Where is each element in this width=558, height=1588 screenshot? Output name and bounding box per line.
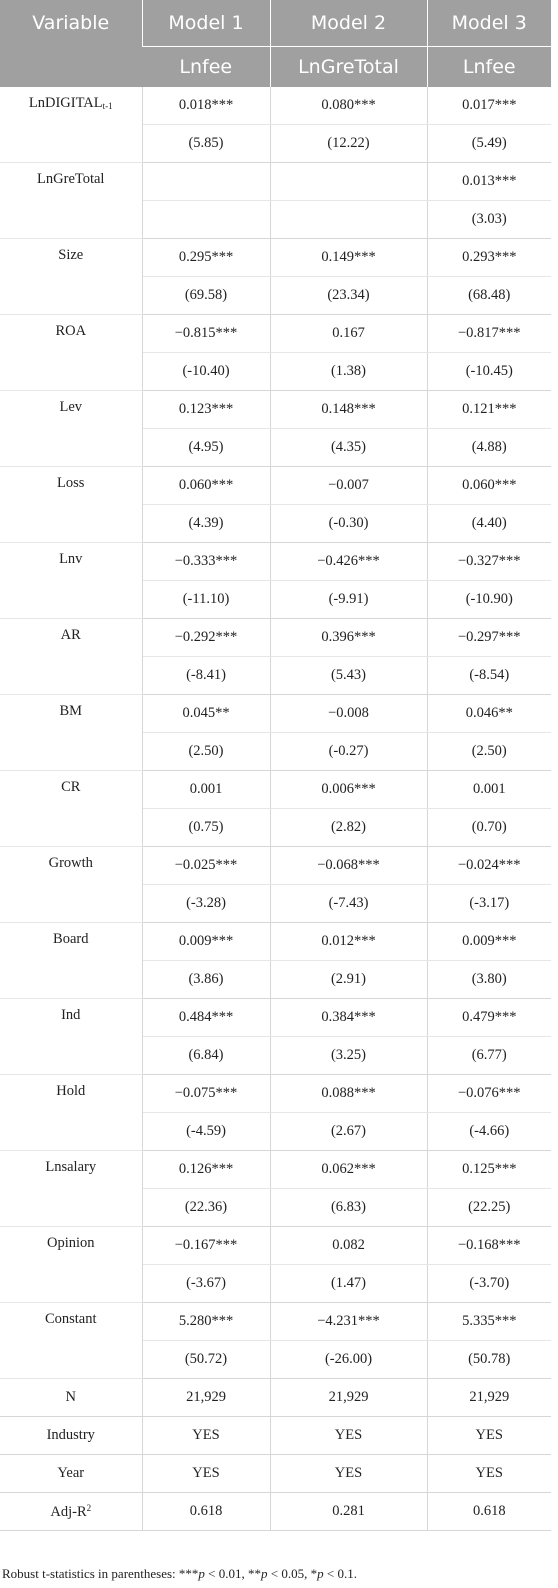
tstat-cell: (0.70): [427, 809, 551, 847]
header-model-2: Model 2: [270, 0, 427, 47]
coef-cell: 0.121***: [427, 391, 551, 429]
coef-cell: 0.001: [427, 771, 551, 809]
tstat-cell: (4.35): [270, 429, 427, 467]
variable-name: [0, 619, 142, 695]
tstat-cell: (-10.90): [427, 581, 551, 619]
tstat-cell: (4.95): [142, 429, 270, 467]
tstat-cell: (4.40): [427, 505, 551, 543]
coef-row: [0, 1303, 551, 1341]
tstat-cell: (-11.10): [142, 581, 270, 619]
tstat-cell: (-26.00): [270, 1341, 427, 1379]
note-cond-3: < 0.1.: [323, 1566, 357, 1581]
header-model-3: Model 3: [427, 0, 551, 47]
variable-name: [0, 467, 142, 543]
coef-cell: 0.082: [270, 1227, 427, 1265]
summary-name: [0, 1417, 142, 1455]
variable-label: LnDIGITAL: [28, 95, 103, 111]
summary-row: [0, 1417, 551, 1455]
tstat-cell: (-9.91): [270, 581, 427, 619]
note-cond-2: < 0.05,: [267, 1566, 311, 1581]
coef-cell: −0.333***: [142, 543, 270, 581]
tstat-cell: (2.50): [427, 733, 551, 771]
coef-cell: −0.167***: [142, 1227, 270, 1265]
coef-cell: 0.126***: [142, 1151, 270, 1189]
tstat-cell: (-3.28): [142, 885, 270, 923]
coef-cell: 0.167: [270, 315, 427, 353]
tstat-cell: (-3.17): [427, 885, 551, 923]
coef-cell: 0.080***: [270, 87, 427, 125]
summary-label: Year: [57, 1465, 85, 1481]
variable-label: BM: [59, 703, 83, 719]
coef-cell: 0.295***: [142, 239, 270, 277]
header-model-1: Model 1: [142, 0, 270, 47]
coef-cell: 0.125***: [427, 1151, 551, 1189]
tstat-cell: (12.22): [270, 125, 427, 163]
tstat-cell: (5.43): [270, 657, 427, 695]
tstat-cell: (3.86): [142, 961, 270, 999]
tstat-cell: (-4.66): [427, 1113, 551, 1151]
note-p-3: p: [317, 1566, 324, 1581]
tstat-cell: [270, 201, 427, 239]
coef-cell: −0.076***: [427, 1075, 551, 1113]
variable-label: Opinion: [46, 1235, 95, 1251]
summary-cell: YES: [270, 1455, 427, 1493]
coef-cell: 0.149***: [270, 239, 427, 277]
variable-label: Lnv: [59, 551, 83, 567]
variable-name: [0, 543, 142, 619]
coef-row: [0, 543, 551, 581]
tstat-cell: (-10.40): [142, 353, 270, 391]
coef-cell: 5.280***: [142, 1303, 270, 1341]
coef-row: [0, 1151, 551, 1189]
header-variable: Variable: [0, 0, 142, 87]
coef-row: [0, 923, 551, 961]
tstat-cell: [142, 201, 270, 239]
coef-row: [0, 619, 551, 657]
tstat-cell: (5.85): [142, 125, 270, 163]
summary-cell: 21,929: [142, 1379, 270, 1417]
summary-cell: YES: [142, 1455, 270, 1493]
tstat-cell: (-8.41): [142, 657, 270, 695]
coef-row: [0, 847, 551, 885]
variable-label: ROA: [55, 323, 87, 339]
note-cond-1: < 0.01,: [204, 1566, 249, 1581]
summary-cell: 0.618: [142, 1493, 270, 1531]
tstat-cell: (-7.43): [270, 885, 427, 923]
variable-label: CR: [61, 779, 81, 795]
coef-cell: 0.001: [142, 771, 270, 809]
tstat-cell: (-3.67): [142, 1265, 270, 1303]
coef-cell: −0.024***: [427, 847, 551, 885]
note-prefix: Robust t-statistics in parentheses:: [2, 1566, 179, 1581]
coef-cell: −0.008: [270, 695, 427, 733]
variable-name: [0, 315, 142, 391]
coef-cell: 0.060***: [142, 467, 270, 505]
coef-row: [0, 1075, 551, 1113]
coef-cell: 0.006***: [270, 771, 427, 809]
summary-row: [0, 1493, 551, 1531]
coef-cell: 0.018***: [142, 87, 270, 125]
summary-row: [0, 1455, 551, 1493]
tstat-cell: (6.83): [270, 1189, 427, 1227]
note-stars-2: **: [248, 1566, 262, 1581]
tstat-cell: (5.49): [427, 125, 551, 163]
coef-cell: −0.817***: [427, 315, 551, 353]
tstat-cell: (3.03): [427, 201, 551, 239]
tstat-cell: (6.77): [427, 1037, 551, 1075]
coef-row: [0, 163, 551, 201]
coef-cell: 0.479***: [427, 999, 551, 1037]
tstat-cell: (1.47): [270, 1265, 427, 1303]
variable-name: [0, 1303, 142, 1379]
table-note: [2, 1566, 357, 1582]
summary-cell: 21,929: [270, 1379, 427, 1417]
note-p-2: p: [261, 1566, 268, 1581]
variable-name: [0, 1151, 142, 1227]
coef-cell: 0.060***: [427, 467, 551, 505]
variable-name: [0, 1227, 142, 1303]
header-dependent-1: Lnfee: [142, 47, 270, 88]
tstat-cell: (-0.30): [270, 505, 427, 543]
summary-cell: YES: [142, 1417, 270, 1455]
tstat-cell: (6.84): [142, 1037, 270, 1075]
coef-cell: −0.297***: [427, 619, 551, 657]
coef-cell: −0.815***: [142, 315, 270, 353]
tstat-cell: (22.25): [427, 1189, 551, 1227]
coef-cell: 5.335***: [427, 1303, 551, 1341]
coef-cell: −0.025***: [142, 847, 270, 885]
summary-label: Adj-R: [50, 1503, 87, 1520]
coef-row: [0, 1227, 551, 1265]
variable-label: Constant: [44, 1311, 97, 1327]
summary-cell: 0.618: [427, 1493, 551, 1531]
coef-row: [0, 771, 551, 809]
variable-name: [0, 391, 142, 467]
tstat-cell: (69.58): [142, 277, 270, 315]
coef-cell: 0.396***: [270, 619, 427, 657]
coef-row: [0, 87, 551, 125]
summary-name: [0, 1493, 142, 1531]
coef-cell: −4.231***: [270, 1303, 427, 1341]
tstat-cell: (22.36): [142, 1189, 270, 1227]
summary-name: [0, 1455, 142, 1493]
variable-name: [0, 87, 142, 163]
note-p-1: p: [198, 1566, 205, 1581]
tstat-cell: (-3.70): [427, 1265, 551, 1303]
variable-name: [0, 239, 142, 315]
coef-cell: −0.426***: [270, 543, 427, 581]
variable-label: Growth: [48, 855, 93, 871]
coef-cell: −0.007: [270, 467, 427, 505]
tstat-cell: (-10.45): [427, 353, 551, 391]
tstat-cell: (2.82): [270, 809, 427, 847]
header-dependent-2: LnGreTotal: [270, 47, 427, 88]
table-header: [0, 0, 551, 87]
variable-name: [0, 771, 142, 847]
summary-row: [0, 1379, 551, 1417]
coef-cell: [142, 163, 270, 201]
variable-label: LnGreTotal: [37, 171, 105, 187]
tstat-cell: (2.91): [270, 961, 427, 999]
coef-cell: 0.148***: [270, 391, 427, 429]
coef-row: [0, 467, 551, 505]
table-body: [0, 87, 551, 1531]
variable-label: AR: [60, 627, 81, 643]
variable-label: Size: [58, 247, 84, 263]
summary-cell: YES: [270, 1417, 427, 1455]
summary-cell: YES: [427, 1417, 551, 1455]
coef-row: [0, 391, 551, 429]
coef-cell: 0.009***: [427, 923, 551, 961]
variable-name: [0, 847, 142, 923]
tstat-cell: (-8.54): [427, 657, 551, 695]
tstat-cell: (1.38): [270, 353, 427, 391]
coef-cell: 0.009***: [142, 923, 270, 961]
tstat-cell: (2.67): [270, 1113, 427, 1151]
coef-cell: 0.062***: [270, 1151, 427, 1189]
coef-cell: 0.017***: [427, 87, 551, 125]
coef-cell: 0.013***: [427, 163, 551, 201]
variable-label: Board: [53, 931, 89, 947]
coef-cell: 0.384***: [270, 999, 427, 1037]
summary-superscript: 2: [86, 1502, 92, 1513]
coef-cell: 0.484***: [142, 999, 270, 1037]
coef-cell: [270, 163, 427, 201]
note-stars-1: ***: [178, 1566, 199, 1581]
tstat-cell: (23.34): [270, 277, 427, 315]
variable-name: [0, 923, 142, 999]
note-stars-3: *: [310, 1566, 318, 1581]
summary-cell: 0.281: [270, 1493, 427, 1531]
coef-cell: 0.012***: [270, 923, 427, 961]
variable-label: Ind: [61, 1007, 81, 1023]
coef-cell: −0.168***: [427, 1227, 551, 1265]
header-dependent-3: Lnfee: [427, 47, 551, 88]
variable-name: [0, 1075, 142, 1151]
tstat-cell: (4.88): [427, 429, 551, 467]
tstat-cell: (3.80): [427, 961, 551, 999]
summary-label: N: [65, 1389, 76, 1405]
coef-row: [0, 999, 551, 1037]
coef-row: [0, 315, 551, 353]
tstat-cell: (50.72): [142, 1341, 270, 1379]
variable-name: [0, 163, 142, 239]
coef-row: [0, 239, 551, 277]
summary-label: Industry: [46, 1427, 95, 1443]
tstat-cell: (3.25): [270, 1037, 427, 1075]
summary-cell: YES: [427, 1455, 551, 1493]
coef-row: [0, 695, 551, 733]
coef-cell: −0.292***: [142, 619, 270, 657]
summary-cell: 21,929: [427, 1379, 551, 1417]
coef-cell: 0.123***: [142, 391, 270, 429]
tstat-cell: (68.48): [427, 277, 551, 315]
coef-cell: −0.327***: [427, 543, 551, 581]
variable-subscript: t-1: [102, 101, 113, 111]
tstat-cell: (-4.59): [142, 1113, 270, 1151]
variable-label: Lnsalary: [45, 1159, 97, 1175]
coef-cell: 0.293***: [427, 239, 551, 277]
tstat-cell: (0.75): [142, 809, 270, 847]
tstat-cell: (4.39): [142, 505, 270, 543]
variable-name: [0, 999, 142, 1075]
coef-cell: 0.045**: [142, 695, 270, 733]
variable-label: Lev: [59, 399, 83, 415]
coef-cell: 0.046**: [427, 695, 551, 733]
tstat-cell: (2.50): [142, 733, 270, 771]
header-row-models: [0, 0, 551, 47]
coef-cell: 0.088***: [270, 1075, 427, 1113]
variable-label: Loss: [57, 475, 85, 491]
tstat-cell: (50.78): [427, 1341, 551, 1379]
summary-name: [0, 1379, 142, 1417]
variable-label: Hold: [56, 1083, 86, 1099]
coef-cell: −0.068***: [270, 847, 427, 885]
variable-name: [0, 695, 142, 771]
coef-cell: −0.075***: [142, 1075, 270, 1113]
tstat-cell: (-0.27): [270, 733, 427, 771]
